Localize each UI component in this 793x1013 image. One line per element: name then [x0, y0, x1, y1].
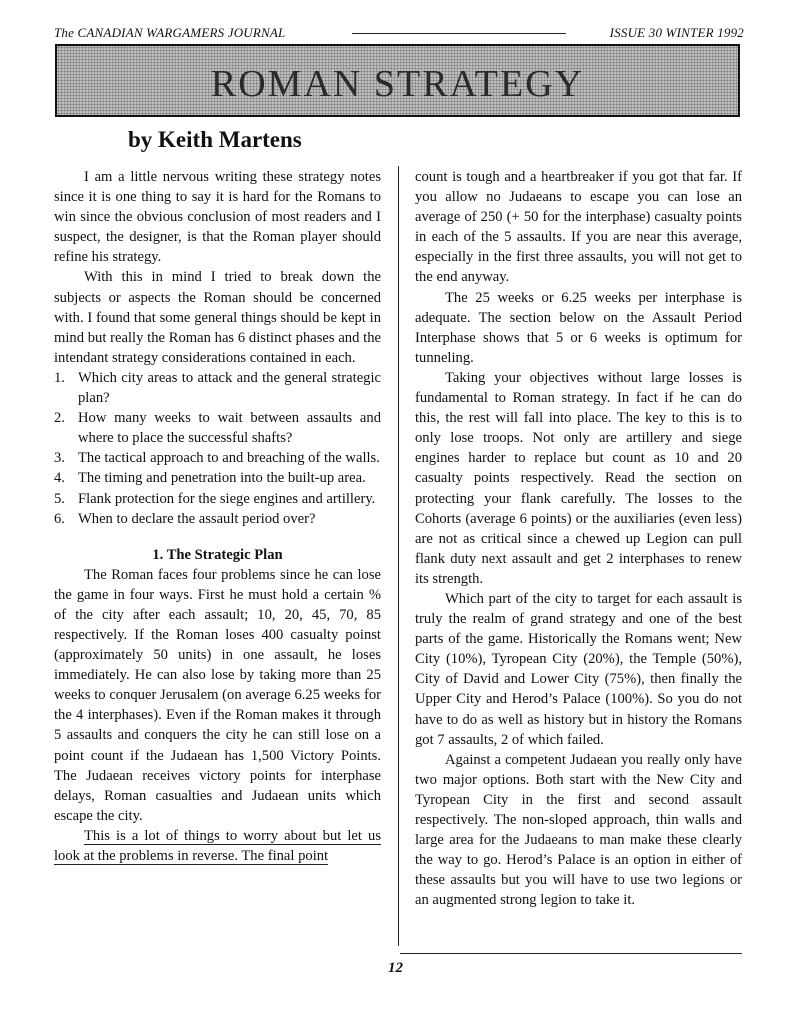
section-heading: 1. The Strategic Plan: [152, 546, 283, 563]
intro-paragraph: With this in mind I tried to break down the subjects or aspects the Roman should be concerned with. I found that some general things should be kept in mind but really the Roman has 6 distinct phases and the intendant strategy considerations contained in each.: [54, 269, 381, 366]
phase-list: [54, 368, 381, 529]
list-number: 3.: [54, 450, 65, 467]
list-text: When to declare the assault period over?: [78, 510, 316, 527]
right-column: [415, 167, 742, 910]
list-item: [54, 448, 381, 468]
list-item: [54, 468, 381, 488]
intro-paragraph: I am a little nervous writing these strategy notes since it is one thing to say it is hard for the Romans to win since the obvious conclusion of most readers and I suspect, the designer, is that the Roman player should refine his strategy.: [54, 169, 381, 266]
body-paragraph: [54, 826, 381, 866]
list-text: Flank protection for the siege engines and artillery.: [78, 490, 376, 507]
body-paragraph: The Roman faces four problems since he can lose the game in four ways. First he must hold a certain % of the city after each assault; 10, 20, 45, 70, 85 respectively. If the Roman loses 400 casualty poinst (approximately 50 units) in one assault, he loses immediately. He can also lose by taking more than 25 weeks to conquer Jerusalem (on average 6.25 weeks for the 4 interphases). Even if the Roman makes it through 5 assaults and conquers the city he can still lose on a point count if the Judaean has 1,500 Victory Points. The Judaean receives victory points for interphase delays, Roman casualties and Judaean units which escape the city.: [54, 566, 381, 824]
list-item: [54, 509, 381, 529]
article-title: ROMAN STRATEGY: [210, 63, 585, 105]
list-number: 5.: [54, 490, 65, 507]
body-paragraph: Taking your objectives without large losses is fundamental to Roman strategy. In fact if he can do this, the rest will fall into place. The key to this is to only lose troops. Not only are artillery and siege engines harder to replace but count as 10 and 20 casualty points respectively. Read the section on protecting your flank carefully. The losses to the Cohorts (average 6 points) or the auxiliaries (even less) are not as critical since a chewed up Legion can pull flank duty next assault and get 2 interphases to renew its strength.: [415, 369, 742, 587]
list-item: [54, 408, 381, 448]
column-divider: [398, 166, 399, 946]
list-text: How many weeks to wait between assaults and where to place the successful shafts?: [78, 410, 381, 447]
running-header: [54, 22, 744, 46]
body-paragraph: Which part of the city to target for each assault is truly the realm of grand strategy and one of the best parts of the game. Historically the Romans went; New City (10%), Tyropean City (20%), the Temple (50%), City of David and Lower City (75%), then finally the Upper City and Herod’s Palace (100%). So you do not have to do as well as history but in history the Romans got 7 assaults, 2 of which failed.: [415, 590, 742, 748]
list-number: 2.: [54, 410, 65, 427]
footer-rule: [400, 953, 742, 954]
body-paragraph: The 25 weeks or 6.25 weeks per interphase is adequate. The section below on the Assault Period Interphase shows that 5 or 6 weeks is optimum for tunneling.: [415, 289, 742, 366]
header-rule: [352, 33, 566, 34]
list-text: The timing and penetration into the built-up area.: [78, 470, 366, 487]
page-number: 12: [388, 960, 403, 976]
list-text: The tactical approach to and breaching of the walls.: [78, 450, 380, 467]
issue-label: ISSUE 30 WINTER 1992: [609, 25, 744, 40]
list-item: [54, 489, 381, 509]
body-paragraph: Against a competent Judaean you really only have two major options. Both start with the New City and Tyropean City in the first and second assault respectively. The non-sloped approach, thin walls and large area for the Judaeans to man make these clearly the way to go. Herod’s Palace is an option in either of these assaults but you will have to use two legions or an augmented strong legion to take it.: [415, 751, 742, 909]
byline: by Keith Martens: [128, 127, 302, 152]
body-paragraph: count is tough and a heartbreaker if you got that far. If you allow no Judaeans to escape you can lose an average of 250 (+ 50 for the interphase) casualty points in each of the 5 assaults. If you are near this average, especially in the first three assaults, you will not get to the end anyway.: [415, 169, 742, 286]
left-column: [54, 167, 381, 866]
journal-name: The CANADIAN WARGAMERS JOURNAL: [54, 25, 286, 40]
list-item: [54, 368, 381, 408]
underlined-text: This is a lot of things to worry about but let us look at the problems in reverse. The final point: [54, 827, 381, 864]
list-number: 1.: [54, 369, 65, 386]
list-number: 6.: [54, 510, 65, 527]
title-banner: [55, 44, 740, 117]
list-number: 4.: [54, 470, 65, 487]
list-text: Which city areas to attack and the general strategic plan?: [78, 369, 381, 407]
